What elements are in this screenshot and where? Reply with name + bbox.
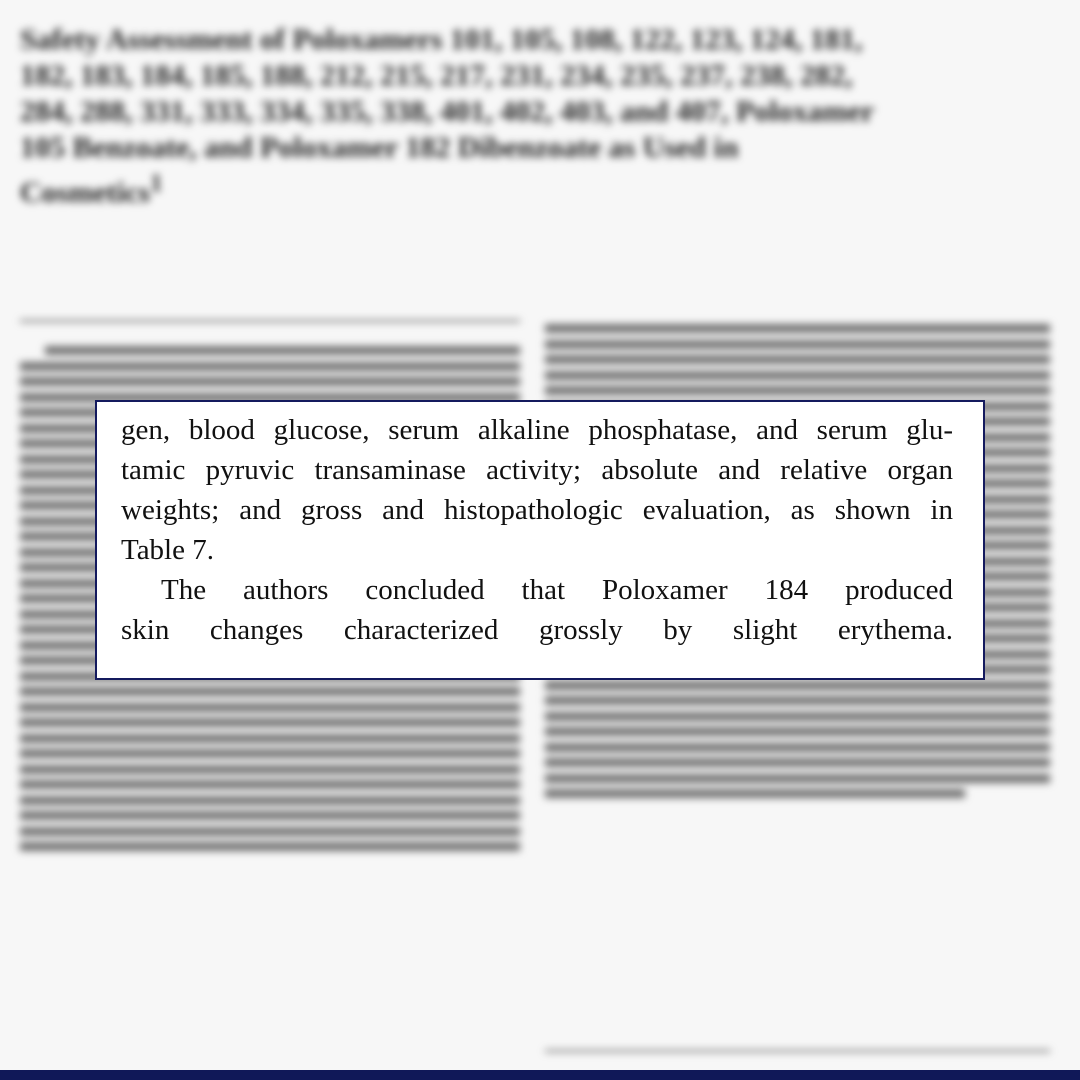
bottom-accent-bar (0, 1070, 1080, 1080)
excerpt-line: Table 7. (121, 534, 214, 566)
excerpt-line: weights; and gross and histopathologic evaluation, as shown in (121, 494, 953, 526)
excerpt-line: gen, blood glucose, serum alkaline phosphatase, and serum glu- (121, 414, 953, 446)
highlighted-excerpt-box (95, 400, 985, 680)
left-column-rule (20, 320, 520, 322)
excerpt-line: The authors concluded that Poloxamer 184 produced (161, 574, 953, 606)
excerpt-paragraph-2 (121, 570, 953, 650)
excerpt-line: skin changes characterized grossly by slight erythema. (121, 614, 953, 646)
excerpt-paragraph-1 (121, 410, 953, 570)
right-column-rule-bottom (545, 1050, 1050, 1052)
document-title (20, 22, 880, 211)
excerpt-line: tamic pyruvic transaminase activity; absolute and relative organ (121, 454, 953, 486)
document-title-superscript: 1 (149, 170, 163, 197)
document-title-text: Safety Assessment of Poloxamers 101, 105, 108, 122, 123, 124, 181, 182, 183, 184, 185, 188, 212, 215, 217, 231, 234, 235, 237, 238, 282, 284, 288, 331, 333, 334, 335, 338, 401, 402, 403, and 407, Poloxamer 105 Benzoate, and Poloxamer 182 Dibenzoate as Used in Cosmetics (20, 23, 874, 209)
